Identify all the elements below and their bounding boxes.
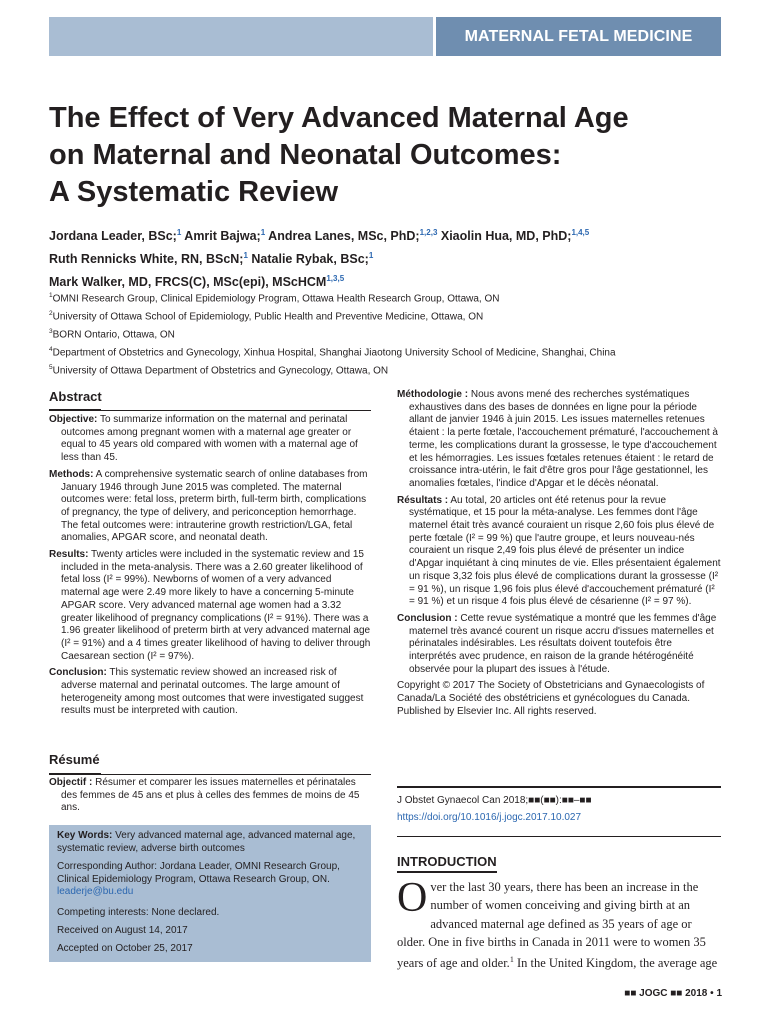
citation-journal: J Obstet Gynaecol Can 2018;■■(■■):■■–■■ — [397, 795, 592, 806]
accepted-date: Accepted on October 25, 2017 — [57, 943, 193, 954]
drop-cap: O — [397, 875, 428, 921]
affiliation-number: 5 — [49, 364, 53, 371]
introduction-text — [397, 875, 721, 973]
abstract-results — [49, 549, 371, 663]
abstract-objective — [49, 414, 371, 465]
affiliation-number: 1 — [49, 292, 53, 299]
page-footer: ■■ JOGC ■■ 2018 • 1 — [624, 988, 722, 999]
conclusion-text: This systematic review showed an increased risk of adverse maternal and perinatal outcomes. The large amount of heterogeneity among most outcomes that were investigated suggest results must be interpreted with caution. — [61, 667, 364, 717]
author-list — [49, 223, 729, 292]
author-name: Ruth Rennicks White, RN, BScN; — [49, 252, 244, 267]
title-line: A Systematic Review — [49, 176, 339, 208]
objective-label: Objective: — [49, 414, 98, 425]
methodologie-label: Méthodologie : — [397, 389, 469, 400]
title-line: The Effect of Very Advanced Maternal Age — [49, 102, 629, 134]
author-affil-ref: 1 — [260, 228, 266, 237]
affiliation-number: 4 — [49, 346, 53, 353]
author-name: Natalie Rybak, BSc; — [247, 252, 369, 267]
doi-link[interactable]: https://doi.org/10.1016/j.jogc.2017.10.027 — [397, 812, 582, 823]
keywords-text: Very advanced maternal age, advanced maternal age, systematic review, adverse birth outcomes — [57, 830, 356, 854]
methods-label: Methods: — [49, 468, 94, 480]
competing-interests: Competing interests: None declared. — [57, 907, 220, 918]
introduction-heading: INTRODUCTION — [397, 854, 497, 869]
resume-conclusion-label: Conclusion : — [397, 612, 458, 624]
title-line: on Maternal and Neonatal Outcomes: — [49, 139, 562, 171]
author-name: Jordana Leader, BSc; — [49, 229, 177, 244]
author-line — [49, 223, 729, 246]
author-affil-ref: 1 — [368, 251, 374, 261]
objectif-label: Objectif : — [49, 777, 93, 788]
author-affil-ref: 1,3,5 — [326, 274, 345, 284]
resume-resultats — [397, 495, 721, 609]
section-label: MATERNAL FETAL MEDICINE — [436, 17, 721, 56]
intro-paragraph-cont: In the United Kingdom, the average age — [513, 956, 718, 971]
author-affil-ref: 1 — [176, 228, 182, 237]
corresponding-author — [57, 861, 369, 899]
affiliation-text: OMNI Research Group, Clinical Epidemiology Program, Ottawa Health Research Group, Ottawa, ON — [52, 293, 500, 305]
author-name: Xiaolin Hua, MD, PhD; — [437, 229, 572, 244]
objectif-text: Résumer et comparer les issues maternelles et périnatales des femmes de 45 ans et plus à celles des femmes de moins de 45 ans. — [61, 777, 360, 814]
resultats-text: Au total, 20 articles ont été retenus pour la revue systématique, et 15 pour la méta-analyse. Les femmes dont l'âge maternel était très avancé couraient un risque 2,60 fois plus élevé de perte fœtale (I² = 99 %) que l'autre groupe, et leurs nouveau-nés couraient un risque 2,49 fois plus élevé de présenter un indice d'Apgar inquiétant à cinq minutes de vie. Elles présentaient également un risque 3,32 fois plus élevé de complications durant la grossesse (I² = 91 %), un risque 1,96 fois plus élevé d'accouchement prématuré (I² = 91 %) et un risque 4 fois plus élevé de césarienne (I² = 97 %). — [409, 494, 721, 608]
resume-divider — [49, 774, 371, 775]
author-line — [49, 246, 729, 269]
copyright: Copyright © 2017 The Society of Obstetricians and Gynaecologists of Canada/La Société des obstétriciens et gynécologues du Canada. Published by Elsevier Inc. All rights reserved. — [397, 680, 705, 717]
affiliation — [49, 307, 729, 323]
keywords — [57, 830, 369, 855]
resume-heading: Résumé — [49, 752, 100, 767]
abstract-divider — [49, 410, 371, 411]
author-name: Andrea Lanes, MSc, PhD; — [265, 229, 420, 244]
methods-text: A comprehensive systematic search of online databases from January 1946 through June 2015 was completed. The maternal outcomes were: fetal loss, preterm birth, full-term birth, complications of pregnancy, the type of delivery, and periconception hemorrhage. The fetal outcomes were: intrauterine growth restriction/LGA, fetal anomalies, APGAR score, and neonatal death. — [61, 468, 368, 544]
affiliation-text: BORN Ontario, Ottawa, ON — [52, 329, 175, 341]
resume-body — [397, 389, 721, 719]
citation-rule — [397, 786, 721, 788]
keywords-label: Key Words: — [57, 830, 113, 841]
resultats-label: Résultats : — [397, 494, 449, 506]
author-affil-ref: 1,2,3 — [419, 228, 438, 237]
results-text: Twenty articles were included in the systematic review and 15 included in the meta-analysis. There was a 2.60 greater likelihood of fetal loss (I² = 99%). Newborns of women of a very advanced maternal age were 2.49 more likely to have a concerning 5-minute APGAR score. Very advanced maternal age women had a 3.32 greater likelihood of pregnancy complications (I² = 91%). There was a 1.96 greater likelihood of preterm birth at very advanced maternal age (I² = 91%) and a 4 times greater likelihood of having to deliver through Caesarean section (I² = 97%). — [61, 549, 371, 662]
affiliation-number: 3 — [49, 328, 53, 335]
email-link[interactable]: leaderje@bu.edu — [57, 886, 134, 897]
author-name: Amrit Bajwa; — [181, 229, 261, 244]
affiliation-number: 2 — [49, 310, 53, 317]
resume-conclusion-text: Cette revue systématique a montré que les femmes d'âge maternel très avancé courent un risque accru d'issues maternelles et périnatales indésirables. Les résultats doivent toutefois être interprétés avec prudence, en raison de la grande hétérogénéité observée pour la plupart des issues à l'étude. — [409, 612, 717, 675]
citation-divider — [397, 836, 721, 837]
author-affil-ref: 1,4,5 — [571, 228, 590, 237]
article-title — [49, 100, 729, 211]
objective-text: To summarize information on the maternal and perinatal outcomes among pregnant women with a maternal age greater or equal to 45 years old compared with women with a maternal age of less than 45. — [61, 414, 358, 464]
affiliation — [49, 325, 729, 341]
affiliation — [49, 289, 729, 305]
resume-objectif-para — [49, 777, 371, 815]
intro-reference: 1 — [509, 955, 514, 965]
footer-journal: ■■ JOGC ■■ 2018 — [624, 988, 708, 999]
resume-objectif — [49, 777, 371, 819]
intro-paragraph: ver the last 30 years, there has been an increase in the number of women conceiving and giving birth at an advanced maternal age defined as 35 years of age or older. One in five births in Canada in 2011 were to women 35 years of age and older. — [397, 880, 706, 971]
affiliation-text: Department of Obstetrics and Gynecology, Xinhua Hospital, Shanghai Jiaotong University School of Medicine, Shanghai, China — [52, 347, 616, 359]
corresponding-text: Corresponding Author: Jordana Leader, OMNI Research Group, Clinical Epidemiology Program, Ottawa Research Group, ON. — [57, 861, 340, 885]
author-name: Mark Walker, MD, FRCS(C), MSc(epi), MScHCM — [49, 275, 327, 290]
methodologie-text: Nous avons mené des recherches systématiques exhaustives dans des bases de données en ligne pour la période allant de janvier 1946 à juin 2015. Les issues maternelles retenues étaient : la perte fœtale, l'accouchement prématuré, l'accouchement à terme, les complications durant la grossesse, le type d'accouchement et les hémorragies. Les issues fœtales retenues étaient : le retard de croissance intra-utérin, le fait d'être gros pour l'âge gestationnel, les anomalies fœtales, l'indice d'Apgar et le décès néonatal. — [409, 389, 718, 489]
author-affil-ref: 1 — [243, 251, 248, 261]
introduction-rule — [397, 871, 497, 873]
received-date: Received on August 14, 2017 — [57, 925, 188, 936]
abstract-conclusion — [49, 667, 371, 718]
abstract-methods — [49, 469, 371, 545]
affiliation — [49, 361, 729, 377]
results-label: Results: — [49, 549, 89, 561]
abstract-body — [49, 414, 371, 722]
resume-methodologie — [397, 389, 721, 491]
resume-conclusion — [397, 613, 721, 677]
affiliation-text: University of Ottawa Department of Obstetrics and Gynecology, Ottawa, ON — [52, 365, 389, 377]
conclusion-label: Conclusion: — [49, 667, 107, 679]
affiliation-text: University of Ottawa School of Epidemiology, Public Health and Preventive Medicine, Ottawa, ON — [52, 311, 484, 323]
abstract-heading: Abstract — [49, 389, 102, 404]
page-number: 1 — [716, 988, 722, 999]
affiliation — [49, 343, 729, 359]
